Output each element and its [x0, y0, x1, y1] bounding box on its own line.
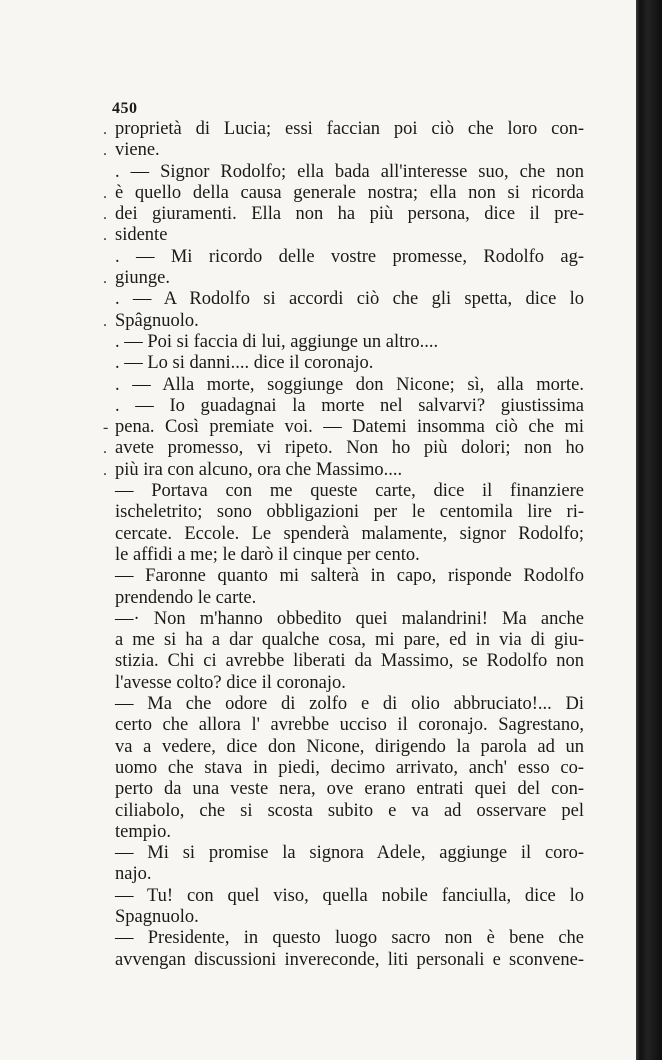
line-text: — Tu! con quel viso, quella nobile fanciulla, dice lo: [115, 885, 584, 906]
line-text: najo.: [115, 864, 152, 885]
line-text: Spâgnuolo.: [115, 310, 199, 331]
text-line: [115, 375, 584, 396]
text-line: [103, 438, 584, 459]
text-line: [115, 332, 584, 353]
page-number: 450: [112, 100, 138, 117]
line-text: — Faronne quanto mi salterà in capo, risponde Rodolfo: [115, 566, 584, 587]
margin-mark: .: [103, 142, 107, 160]
text-line: [115, 928, 584, 949]
text-line: [115, 162, 584, 183]
text-line: [115, 630, 584, 651]
margin-mark: .: [103, 270, 107, 288]
line-text: . — Lo si danni.... dice il coronajo.: [115, 353, 374, 374]
text-line: [115, 715, 584, 736]
line-text: —· Non m'hanno obbedito quei malandrini! Ma anche: [115, 608, 584, 629]
text-line: [115, 843, 584, 864]
text-line: [115, 758, 584, 779]
line-text: ciliabolo, che si scosta subito e va ad osservare pel: [115, 800, 584, 821]
margin-mark: .: [103, 312, 107, 330]
line-text: — Portava con me queste carte, dice il finanziere: [115, 481, 584, 502]
page-text-body: [103, 119, 584, 971]
line-text: è quello della causa generale nostra; ella non si ricorda: [115, 182, 584, 203]
line-text: dei giuramenti. Ella non ha più persona, dice il pre-: [115, 204, 584, 225]
line-text: viene.: [115, 140, 160, 161]
line-text: ischeletrito; sono obbligazioni per le centomila lire ri-: [115, 502, 584, 523]
text-line: [103, 204, 584, 225]
text-line: [115, 886, 584, 907]
line-text: più ira con alcuno, ora che Massimo....: [115, 459, 403, 480]
line-text: pena. Così premiate voi. — Datemi insomma ciò che mi: [115, 417, 584, 438]
text-line: [115, 609, 584, 630]
margin-mark: .: [103, 440, 107, 458]
binding-edge: [636, 0, 662, 1060]
text-line: [103, 310, 584, 332]
margin-mark: .: [103, 206, 107, 224]
line-text: sidente: [115, 225, 168, 246]
text-line: [115, 588, 584, 609]
text-line: [103, 459, 584, 481]
line-text: proprietà di Lucia; essi faccian poi ciò che loro con-: [115, 119, 584, 139]
text-line: [115, 779, 584, 800]
line-text: a me si ha a dar qualche cosa, mi pare, ed in via di giu-: [115, 630, 584, 651]
text-line: [115, 801, 584, 822]
text-line: [115, 673, 584, 694]
text-line: [103, 225, 584, 246]
text-line: [115, 566, 584, 587]
line-text: — Presidente, in questo luogo sacro non è bene che: [115, 928, 584, 949]
line-text: . — Alla morte, soggiunge don Nicone; sì, alla morte.: [115, 374, 584, 395]
margin-mark: .: [103, 121, 107, 138]
line-text: stizia. Chi ci avrebbe liberati da Massimo, se Rodolfo non: [115, 651, 584, 672]
text-line: [115, 737, 584, 758]
text-line: [103, 268, 584, 289]
text-line: [115, 481, 584, 502]
text-line: [115, 524, 584, 545]
line-text: . — Mi ricordo delle vostre promesse, Rodolfo ag-: [115, 246, 584, 267]
margin-mark: -: [103, 419, 109, 437]
text-line: [115, 247, 584, 268]
line-text: l'avesse colto? dice il coronajo.: [115, 672, 346, 693]
line-text: . — Signor Rodolfo; ella bada all'interesse suo, che non: [115, 161, 584, 182]
text-line: [115, 864, 584, 885]
text-line: [103, 182, 584, 204]
line-text: — Ma che odore di zolfo e di olio abbruciato!... Di: [115, 694, 584, 715]
text-line: [103, 417, 584, 438]
line-text: le affidi a me; le darò il cinque per cento.: [115, 544, 420, 565]
line-text: uomo che stava in piedi, decimo arrivato, anch' esso co-: [115, 757, 584, 778]
text-line: [115, 907, 584, 928]
line-text: . — A Rodolfo si accordi ciò che gli spetta, dice lo: [115, 289, 584, 310]
line-text: va a vedere, dice don Nicone, dirigendo la parola ad un: [115, 736, 584, 757]
line-text: avete promesso, vi ripeto. Non ho più dolori; non ho: [115, 438, 584, 459]
text-line: [115, 289, 584, 310]
line-text: giunge.: [115, 268, 170, 289]
text-line: [115, 651, 584, 672]
line-text: . — Poi si faccia di lui, aggiunge un altro....: [115, 331, 439, 352]
text-line: [103, 119, 584, 140]
line-text: certo che allora l' avrebbe ucciso il coronajo. Sagrestano,: [115, 715, 584, 736]
line-text: prendendo le carte.: [115, 587, 257, 608]
margin-mark: .: [103, 227, 107, 245]
text-line: [115, 353, 584, 374]
line-text: tempio.: [115, 821, 172, 842]
line-text: perto da una veste nera, ove erano entrati quei del con-: [115, 779, 584, 800]
text-line: [115, 822, 584, 843]
text-line: [115, 396, 584, 417]
text-line: [115, 502, 584, 523]
margin-mark: .: [103, 461, 107, 479]
line-text: cercate. Eccole. Le spenderà malamente, signor Rodolfo;: [115, 523, 584, 544]
line-text: avvengan discussioni invereconde, liti personali e sconvene-: [115, 949, 584, 970]
line-text: — Mi si promise la signora Adele, aggiunge il coro-: [115, 843, 584, 864]
line-text: Spagnuolo.: [115, 906, 199, 927]
text-line: [103, 140, 584, 161]
text-line: [115, 950, 584, 971]
text-line: [115, 545, 584, 566]
text-line: [115, 694, 584, 715]
margin-mark: .: [103, 184, 107, 202]
line-text: . — Io guadagnai la morte nel salvarvi? giustissima: [115, 395, 584, 416]
